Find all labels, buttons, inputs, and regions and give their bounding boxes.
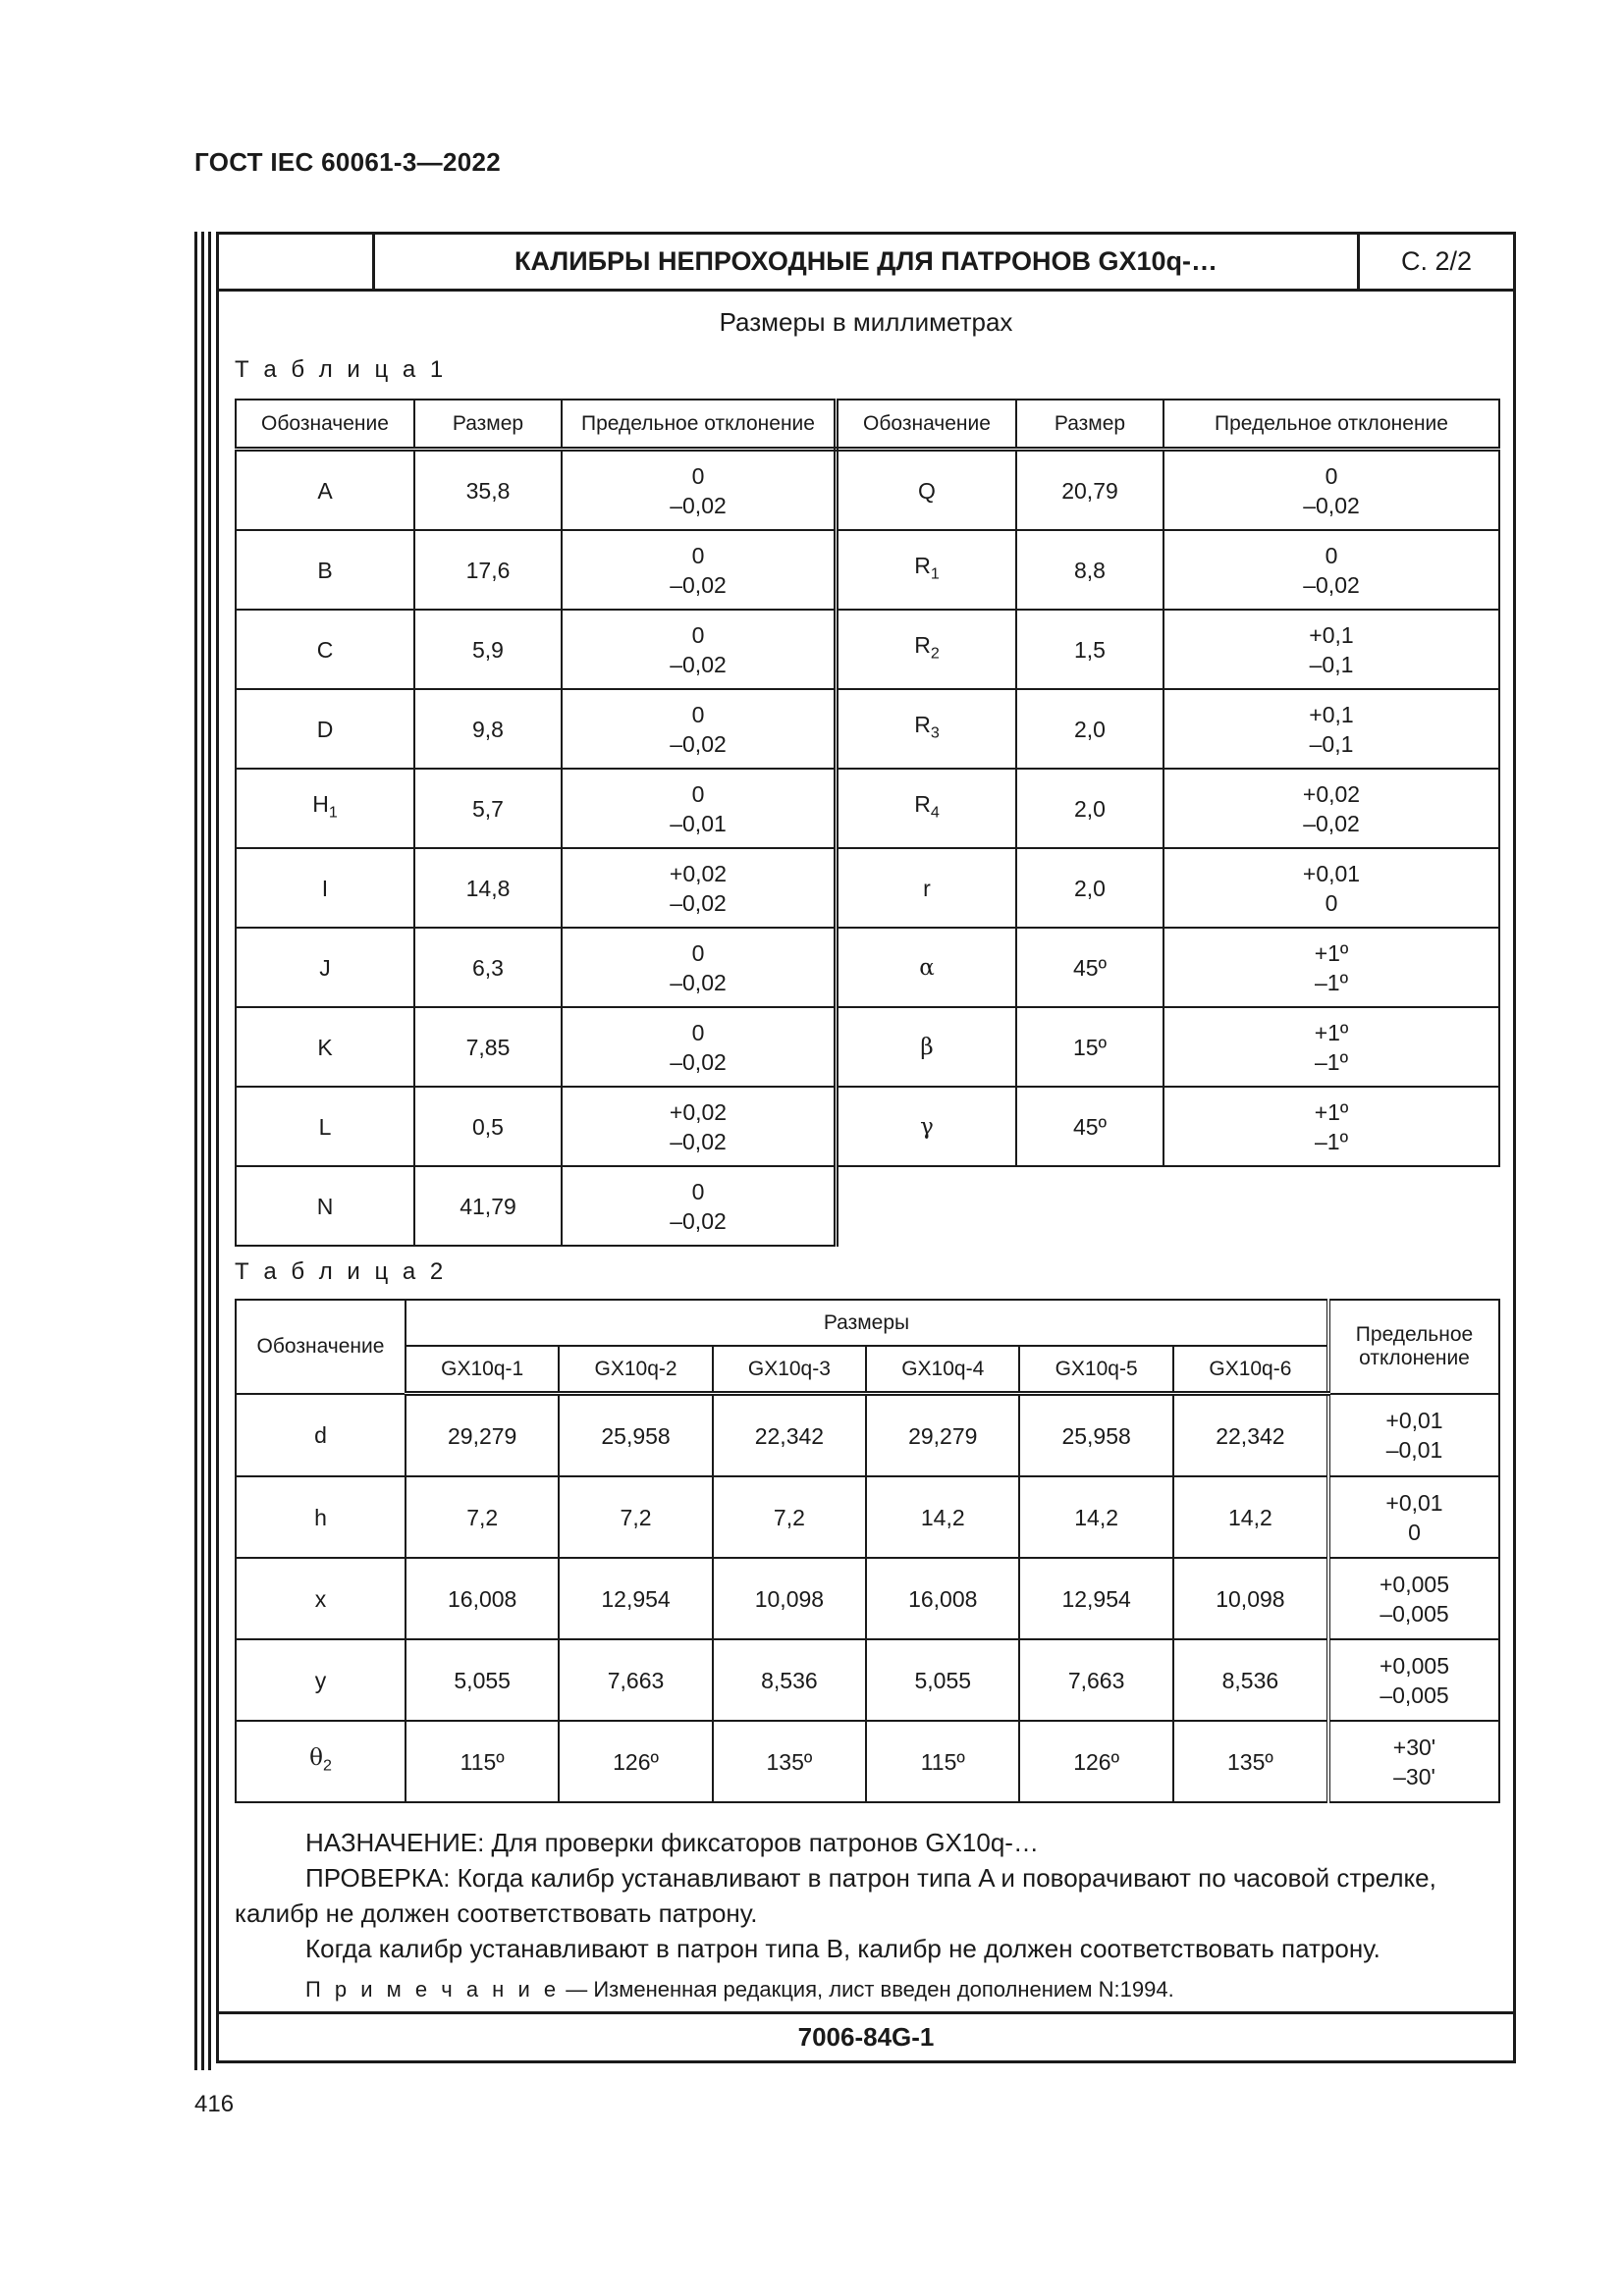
check-paragraph-b: Когда калибр устанавливают в патрон типа B, калибр не должен соответствовать патрону.: [305, 1934, 1380, 1963]
margin-line-middle: [201, 232, 204, 2070]
symbol: H: [312, 791, 329, 818]
table1-body: [236, 450, 1499, 1247]
table2-header-row-1: [236, 1300, 1499, 1346]
size-cell: 14,2: [866, 1476, 1019, 1558]
symbol: γ: [920, 1114, 934, 1140]
symbol: L: [318, 1113, 332, 1140]
tolerance-lower: –1º: [1315, 1048, 1348, 1075]
note-label: П р и м е ч а н и е: [305, 1977, 561, 2002]
description-text: [235, 1825, 1497, 1966]
tolerance-cell: [562, 530, 837, 610]
symbol-subscript: 2: [930, 644, 940, 663]
table1-caption: Т а б л и ц а 1: [235, 356, 448, 383]
margin-line-inner: [208, 232, 211, 2070]
designation-cell: [837, 848, 1017, 928]
tolerance-upper: 0: [1325, 462, 1338, 489]
size-cell: 7,2: [406, 1476, 559, 1558]
tolerance-lower: –0,02: [670, 889, 727, 916]
tolerance-lower: –0,01: [670, 810, 727, 836]
tolerance-cell: [1163, 1087, 1499, 1166]
tolerance-cell: [1328, 1476, 1499, 1558]
size-cell: 22,342: [1173, 1394, 1328, 1477]
size-cell: 1,5: [1016, 610, 1163, 689]
tolerance-cell: [1328, 1721, 1499, 1802]
size-cell: 2,0: [1016, 848, 1163, 928]
tolerance-cell: [562, 450, 837, 531]
size-cell: 126º: [559, 1721, 712, 1802]
table2-column-header: GX10q-3: [713, 1346, 866, 1394]
table2-body: [236, 1394, 1499, 1803]
size-cell: 9,8: [414, 689, 562, 769]
size-cell: 7,2: [559, 1476, 712, 1558]
table1: [235, 399, 1500, 1247]
tolerance-lower: –0,02: [670, 1048, 727, 1075]
tolerance-upper: 0: [691, 462, 705, 489]
table-row: [236, 1476, 1499, 1558]
size-cell: 5,7: [414, 769, 562, 848]
size-cell: 12,954: [559, 1558, 712, 1639]
tolerance-upper: 0: [691, 1178, 705, 1204]
table-row: [236, 689, 1499, 769]
tolerance-cell: [1163, 689, 1499, 769]
table2-header-row-2: [236, 1346, 1499, 1394]
tolerance-cell: [1328, 1639, 1499, 1721]
size-cell: 2,0: [1016, 689, 1163, 769]
tolerance-upper: 0: [691, 939, 705, 966]
table2: [235, 1299, 1500, 1803]
table-row: [236, 1007, 1499, 1087]
size-cell: 35,8: [414, 450, 562, 531]
tolerance-lower: –0,02: [670, 1128, 727, 1154]
size-cell: 115º: [406, 1721, 559, 1802]
symbol: β: [920, 1035, 934, 1060]
designation-cell: [236, 1007, 414, 1087]
symbol: Q: [918, 477, 936, 504]
sheet-page-indicator: С. 2/2: [1400, 246, 1473, 276]
size-cell: 15º: [1016, 1007, 1163, 1087]
table-row: [236, 450, 1499, 531]
tolerance-cell: [1163, 769, 1499, 848]
size-cell: 2,0: [1016, 769, 1163, 848]
size-cell: 135º: [713, 1721, 866, 1802]
size-cell: 5,055: [866, 1639, 1019, 1721]
tolerance-upper: +0,1: [1309, 701, 1354, 727]
tolerance-cell: [562, 610, 837, 689]
designation-cell: [837, 769, 1017, 848]
tolerance-upper: +1º: [1314, 1019, 1349, 1045]
symbol: K: [317, 1034, 333, 1060]
size-cell: 12,954: [1019, 1558, 1172, 1639]
tolerance-cell: [562, 689, 837, 769]
symbol-subscript: 3: [930, 723, 940, 742]
designation-cell: [837, 610, 1017, 689]
sheet-frame: [216, 232, 1516, 2063]
size-cell: 45º: [1016, 1087, 1163, 1166]
table2-column-header: GX10q-6: [1173, 1346, 1328, 1394]
designation-cell: [236, 928, 414, 1007]
note-text: — Измененная редакция, лист введен дополнением N:1994.: [560, 1977, 1174, 2002]
size-cell: 14,2: [1173, 1476, 1328, 1558]
tolerance-cell: [1163, 530, 1499, 610]
table-row: [236, 848, 1499, 928]
sheet-code: 7006-84G-1: [219, 2011, 1513, 2060]
size-cell: 25,958: [1019, 1394, 1172, 1477]
table-row: [236, 928, 1499, 1007]
size-cell: 126º: [1019, 1721, 1172, 1802]
designation-cell: [236, 689, 414, 769]
designation-cell: [837, 928, 1017, 1007]
symbol: A: [317, 477, 333, 504]
tolerance-upper: +0,005: [1380, 1571, 1449, 1597]
designation-cell: [837, 450, 1017, 531]
symbol: h: [314, 1504, 327, 1530]
tolerance-upper: 0: [691, 542, 705, 568]
tolerance-upper: +0,01: [1385, 1489, 1443, 1516]
designation-cell: [236, 450, 414, 531]
tolerance-upper: 0: [1325, 542, 1338, 568]
designation-cell: [236, 1721, 406, 1802]
tolerance-cell: [562, 1166, 837, 1246]
symbol: R: [914, 553, 931, 579]
tolerance-lower: 0: [1325, 889, 1338, 916]
size-cell: 8,536: [713, 1639, 866, 1721]
size-cell: 6,3: [414, 928, 562, 1007]
size-cell: 5,9: [414, 610, 562, 689]
note: [305, 1977, 1174, 2002]
table2-caption: Т а б л и ц а 2: [235, 1258, 448, 1285]
symbol: C: [316, 636, 334, 663]
sheet-title: КАЛИБРЫ НЕПРОХОДНЫЕ ДЛЯ ПАТРОНОВ GX10q-…: [375, 235, 1360, 289]
units-note: Размеры в миллиметрах: [719, 307, 1013, 337]
designation-cell: [236, 1087, 414, 1166]
table-row: [236, 1639, 1499, 1721]
size-cell: 16,008: [866, 1558, 1019, 1639]
size-cell: 7,663: [1019, 1639, 1172, 1721]
symbol: θ: [309, 1745, 323, 1772]
designation-cell: [236, 769, 414, 848]
symbol: y: [314, 1667, 327, 1693]
purpose-paragraph: НАЗНАЧЕНИЕ: Для проверки фиксаторов патронов GX10q-…: [305, 1828, 1039, 1857]
table1-header-cell: Обозначение: [837, 400, 1017, 450]
tolerance-upper: +0,01: [1302, 860, 1361, 886]
size-cell: 14,2: [1019, 1476, 1172, 1558]
table-row: [236, 530, 1499, 610]
symbol: I: [321, 875, 329, 901]
symbol: α: [919, 955, 935, 981]
designation-cell: [236, 1558, 406, 1639]
size-cell: 7,663: [559, 1639, 712, 1721]
table-row: [236, 610, 1499, 689]
tolerance-cell: [1328, 1394, 1499, 1477]
size-cell: 115º: [866, 1721, 1019, 1802]
designation-cell: [837, 1087, 1017, 1166]
tolerance-cell: [1163, 610, 1499, 689]
size-cell: 25,958: [559, 1394, 712, 1477]
tolerance-cell: [562, 769, 837, 848]
tolerance-cell: [562, 848, 837, 928]
size-cell: 41,79: [414, 1166, 562, 1246]
size-cell: 45º: [1016, 928, 1163, 1007]
tolerance-upper: 0: [691, 621, 705, 648]
table2-column-header: GX10q-5: [1019, 1346, 1172, 1394]
tolerance-upper: 0: [691, 780, 705, 807]
symbol: R: [914, 632, 931, 659]
designation-cell: [837, 689, 1017, 769]
designation-cell: [837, 530, 1017, 610]
table2-column-header: GX10q-1: [406, 1346, 559, 1394]
tolerance-cell: [1328, 1558, 1499, 1639]
tolerance-lower: –0,02: [670, 969, 727, 995]
tolerance-lower: –1º: [1315, 969, 1348, 995]
table1-header-cell: Размер: [414, 400, 562, 450]
designation-cell: [236, 1394, 406, 1477]
tolerance-cell: [562, 1007, 837, 1087]
margin-line-outer: [194, 232, 197, 2070]
size-cell: 10,098: [713, 1558, 866, 1639]
tolerance-upper: +0,005: [1380, 1652, 1449, 1679]
table1-header-row: [236, 400, 1499, 450]
symbol: D: [316, 716, 334, 742]
designation-cell: [837, 1007, 1017, 1087]
size-cell: 22,342: [713, 1394, 866, 1477]
table2-header-designation: Обозначение: [236, 1300, 406, 1394]
tolerance-lower: –0,02: [670, 571, 727, 598]
symbol: R: [914, 712, 931, 738]
size-cell: 29,279: [406, 1394, 559, 1477]
tolerance-cell: [1163, 848, 1499, 928]
table-row: [236, 769, 1499, 848]
size-cell: 14,8: [414, 848, 562, 928]
size-cell: 29,279: [866, 1394, 1019, 1477]
tolerance-upper: +0,1: [1309, 621, 1354, 648]
symbol: d: [314, 1421, 327, 1448]
designation-cell: [236, 610, 414, 689]
symbol-subscript: 1: [930, 564, 940, 583]
symbol-subscript: 2: [322, 1756, 332, 1775]
tolerance-cell: [1163, 450, 1499, 531]
check-paragraph-a: ПРОВЕРКА: Когда калибр устанавливают в патрон типа A и поворачивают по часовой стрелке, калибр не должен соответствовать патрону.: [235, 1863, 1436, 1928]
designation-cell: [236, 1639, 406, 1721]
tolerance-lower: –0,02: [1303, 810, 1360, 836]
tolerance-upper: +0,01: [1385, 1407, 1443, 1433]
tolerance-lower: 0: [1408, 1519, 1421, 1545]
symbol: r: [923, 875, 931, 901]
size-cell: 135º: [1173, 1721, 1328, 1802]
designation-cell: [236, 848, 414, 928]
document-header: ГОСТ IEC 60061-3—2022: [194, 147, 501, 177]
tolerance-lower: –0,02: [670, 651, 727, 677]
table2-column-header: GX10q-2: [559, 1346, 712, 1394]
tolerance-lower: –30': [1393, 1763, 1435, 1789]
symbol: x: [314, 1585, 327, 1612]
table2-header-sizes: Размеры: [406, 1300, 1328, 1346]
tolerance-lower: –0,1: [1309, 730, 1354, 757]
designation-cell: [236, 1166, 414, 1246]
symbol: B: [317, 557, 333, 583]
table1-header-cell: Обозначение: [236, 400, 414, 450]
tolerance-upper: +0,02: [669, 860, 728, 886]
tolerance-lower: –0,02: [1303, 492, 1360, 518]
table-row: [236, 1087, 1499, 1166]
page-number: 416: [194, 2091, 235, 2117]
size-cell: 16,008: [406, 1558, 559, 1639]
table2-header-tolerance: Предельное отклонение: [1328, 1300, 1499, 1394]
table1-header-cell: Размер: [1016, 400, 1163, 450]
tolerance-lower: –0,1: [1309, 651, 1354, 677]
tolerance-cell: [1163, 1007, 1499, 1087]
tolerance-lower: –0,01: [1385, 1436, 1443, 1463]
tolerance-upper: +1º: [1314, 1098, 1349, 1125]
table-row: [236, 1394, 1499, 1477]
table-row: [236, 1166, 1499, 1246]
tolerance-upper: +0,02: [669, 1098, 728, 1125]
size-cell: 7,2: [713, 1476, 866, 1558]
tolerance-lower: –1º: [1315, 1128, 1348, 1154]
tolerance-lower: –0,02: [1303, 571, 1360, 598]
size-cell: 20,79: [1016, 450, 1163, 531]
size-cell: 5,055: [406, 1639, 559, 1721]
tolerance-lower: –0,02: [670, 492, 727, 518]
symbol: J: [319, 954, 331, 981]
table-row: [236, 1721, 1499, 1802]
tolerance-upper: 0: [691, 1019, 705, 1045]
tolerance-cell: [1163, 928, 1499, 1007]
tolerance-lower: –0,005: [1380, 1682, 1449, 1708]
tolerance-lower: –0,005: [1380, 1600, 1449, 1627]
size-cell: 8,8: [1016, 530, 1163, 610]
symbol-subscript: 4: [930, 803, 940, 822]
size-cell: 8,536: [1173, 1639, 1328, 1721]
size-cell: 0,5: [414, 1087, 562, 1166]
tolerance-lower: –0,02: [670, 1207, 727, 1234]
empty-cell: [837, 1166, 1500, 1246]
size-cell: 10,098: [1173, 1558, 1328, 1639]
tolerance-upper: +1º: [1314, 939, 1349, 966]
table-row: [236, 1558, 1499, 1639]
tolerance-upper: 0: [691, 701, 705, 727]
size-cell: 7,85: [414, 1007, 562, 1087]
tolerance-lower: –0,02: [670, 730, 727, 757]
size-cell: 17,6: [414, 530, 562, 610]
symbol: R: [914, 791, 931, 818]
designation-cell: [236, 1476, 406, 1558]
designation-cell: [236, 530, 414, 610]
tolerance-upper: +30': [1392, 1734, 1436, 1760]
symbol: N: [316, 1193, 334, 1219]
tolerance-cell: [562, 1087, 837, 1166]
symbol-subscript: 1: [328, 803, 338, 822]
table1-header-cell: Предельное отклонение: [562, 400, 837, 450]
tolerance-cell: [562, 928, 837, 1007]
tolerance-upper: +0,02: [1302, 780, 1361, 807]
sheet-title-bar: [219, 235, 1513, 292]
table2-column-header: GX10q-4: [866, 1346, 1019, 1394]
table1-header-cell: Предельное отклонение: [1163, 400, 1499, 450]
title-bar-empty-cell: [219, 235, 375, 289]
